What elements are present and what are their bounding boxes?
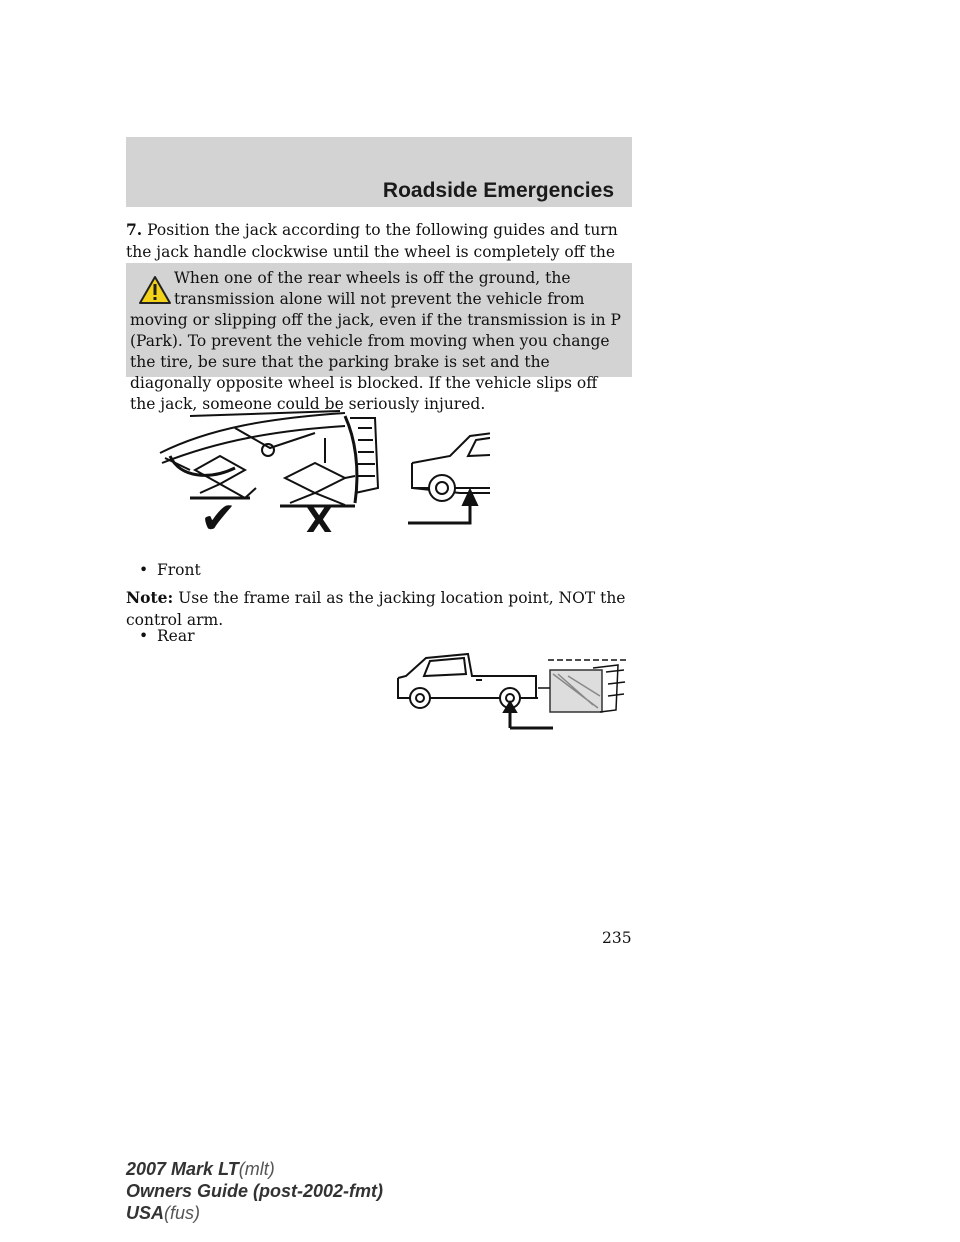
- warning-box: [126, 263, 632, 413]
- bullet-front: • Front: [139, 561, 201, 579]
- rear-jack-point-arrow: [504, 702, 553, 728]
- warning-text: When one of the rear wheels is off the ground, the transmission alone will not prevent the vehicle from moving or slipping off the jack, even if the transmission is in P (Park). To prevent the vehicle from moving when you change the tire, be sure that the parking brake is set and the diagonally opposite wheel is blocked. If the vehicle slips off the jack, someone could be seriously injured.: [130, 269, 621, 413]
- rear-jacking-illustration: [378, 650, 638, 732]
- document-footer: 2007 Mark LT(mlt) Owners Guide (post-2002-fmt) USA(fus): [126, 1159, 384, 1223]
- note-text: Use the frame rail as the jacking location point, NOT the control arm.: [126, 589, 626, 629]
- front-jacking-illustration: [150, 408, 490, 538]
- section-title: Roadside Emergencies: [382, 179, 614, 202]
- incorrect-x-mark: X: [306, 501, 333, 538]
- rear-axle-closeup: [538, 660, 628, 712]
- step-text: Position the jack according to the following guides and turn the jack handle clockwise until the wheel is completely off the: [126, 221, 618, 261]
- header-band: [126, 137, 632, 207]
- step-number: 7.: [126, 220, 143, 239]
- correct-check-mark: ✔: [200, 493, 237, 538]
- note-label: Note:: [126, 588, 174, 607]
- truck-side-view: [398, 654, 538, 708]
- note: [126, 587, 632, 631]
- bullet-rear: • Rear: [139, 627, 195, 645]
- page-number: 235: [602, 929, 632, 947]
- jack-closeup: [160, 411, 378, 506]
- car-side-view: [412, 430, 490, 501]
